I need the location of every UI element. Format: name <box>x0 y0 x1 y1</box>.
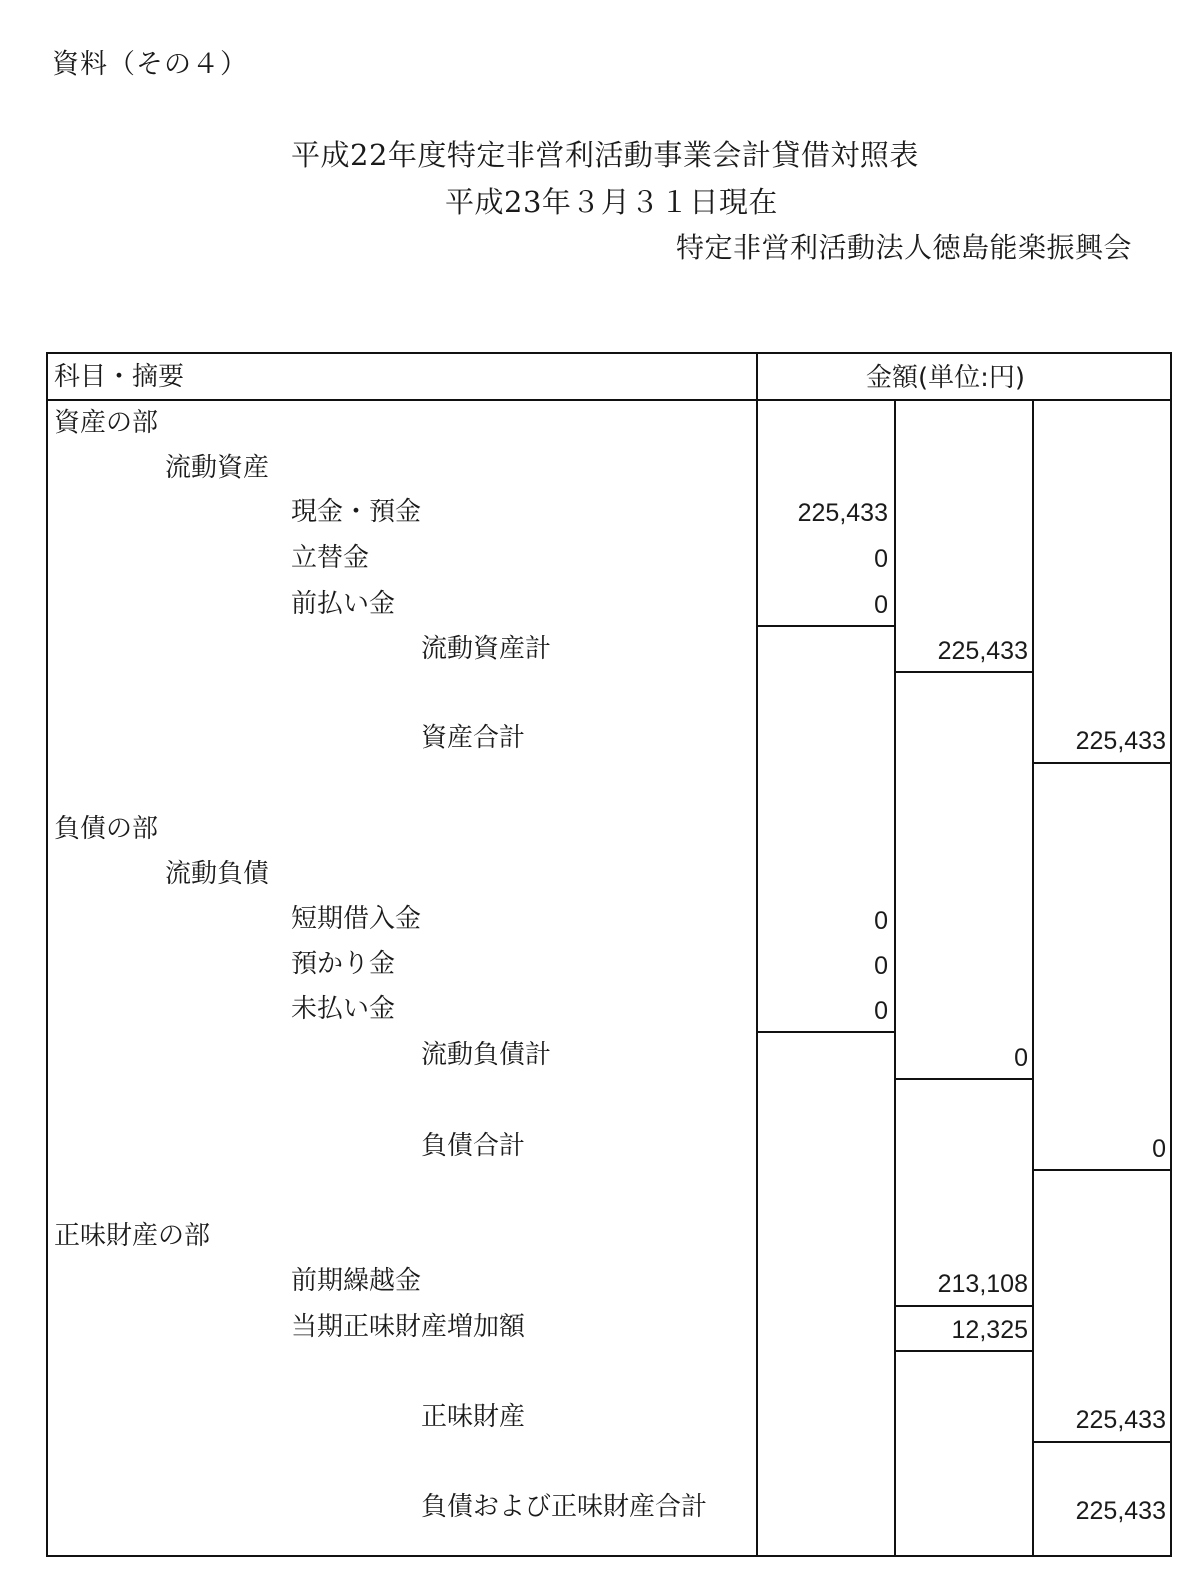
item-amount: 0 <box>874 997 888 1025</box>
col2-line-increase <box>894 1350 1034 1352</box>
item-amount: 12,325 <box>951 1316 1028 1344</box>
col3-line-net-assets <box>1032 1441 1172 1443</box>
header-item: 科目・摘要 <box>54 362 185 392</box>
header-divider <box>46 399 1172 401</box>
col2-line-assets-subtotal <box>894 671 1034 673</box>
grand-total: 225,433 <box>1075 1497 1166 1525</box>
col1-line-liabilities-end <box>756 1031 896 1033</box>
header-amount: 金額(単位:円) <box>866 363 1026 393</box>
col2-line-carryover <box>894 1305 1034 1307</box>
col2-line-liabilities-subtotal <box>894 1078 1034 1080</box>
col3-line-liabilities-total <box>1032 1169 1172 1171</box>
current-liabilities-subtotal-label: 流動負債計 <box>421 1040 552 1070</box>
col1-line-assets-end <box>756 625 896 627</box>
section-liabilities: 負債の部 <box>54 814 159 844</box>
item-amount: 0 <box>874 907 888 935</box>
current-assets-subtotal-label: 流動資産計 <box>421 634 552 664</box>
item-label: 預かり金 <box>291 949 396 979</box>
item-amount: 0 <box>874 952 888 980</box>
item-label: 立替金 <box>291 543 370 573</box>
current-assets-subtotal: 225,433 <box>937 637 1028 665</box>
document-date: 平成23年３月３１日現在 <box>445 185 778 219</box>
net-assets-total-label: 正味財産 <box>421 1402 526 1432</box>
group-current-liabilities: 流動負債 <box>165 859 270 889</box>
item-amount: 0 <box>874 591 888 619</box>
assets-total-label: 資産合計 <box>421 723 526 753</box>
current-liabilities-subtotal: 0 <box>1014 1044 1028 1072</box>
item-amount: 225,433 <box>797 499 888 527</box>
item-label: 未払い金 <box>291 994 396 1024</box>
column-divider-2 <box>894 399 896 1557</box>
grand-total-label: 負債および正味財産合計 <box>421 1492 708 1522</box>
item-label: 前払い金 <box>291 589 396 619</box>
balance-sheet-table <box>46 352 1172 1557</box>
col3-line-assets-total <box>1032 762 1172 764</box>
group-current-assets: 流動資産 <box>165 453 270 483</box>
net-assets-total: 225,433 <box>1075 1406 1166 1434</box>
item-label: 前期繰越金 <box>291 1266 422 1296</box>
column-divider-3 <box>1032 399 1034 1557</box>
section-assets: 資産の部 <box>54 408 159 438</box>
document-title: 平成22年度特定非営利活動事業会計貸借対照表 <box>291 138 919 172</box>
column-divider-main <box>756 352 758 1557</box>
item-amount: 213,108 <box>937 1270 1028 1298</box>
item-label: 当期正味財産増加額 <box>291 1312 526 1342</box>
liabilities-total: 0 <box>1152 1135 1166 1163</box>
organization-name: 特定非営利活動法人徳島能楽振興会 <box>676 231 1133 264</box>
item-amount: 0 <box>874 545 888 573</box>
item-label: 短期借入金 <box>291 904 422 934</box>
item-label: 現金・預金 <box>291 497 422 527</box>
liabilities-total-label: 負債合計 <box>421 1131 526 1161</box>
assets-total: 225,433 <box>1075 727 1166 755</box>
section-net-assets: 正味財産の部 <box>54 1221 211 1251</box>
document-label: 資料（その４） <box>52 49 248 80</box>
